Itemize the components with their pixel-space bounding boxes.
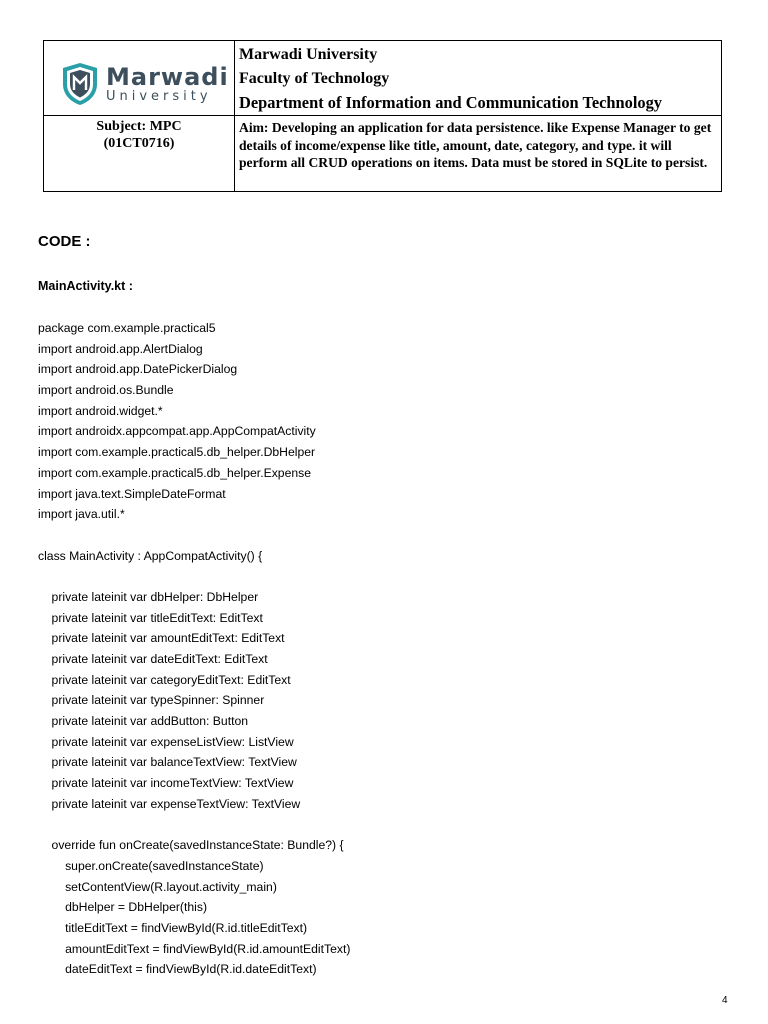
- code-line: [38, 566, 350, 587]
- code-line: amountEditText = findViewById(R.id.amountEditText): [38, 941, 351, 956]
- header-table: [43, 40, 722, 192]
- code-line: class MainActivity : AppCompatActivity() {: [38, 548, 263, 563]
- logo-subtitle: University: [106, 89, 212, 104]
- code-line: import android.os.Bundle: [38, 383, 174, 398]
- shield-icon: [61, 62, 99, 106]
- code-line: private lateinit var titleEditText: EditText: [38, 610, 263, 625]
- page-number: 4: [722, 995, 728, 1006]
- code-line: import com.example.practical5.db_helper.DbHelper: [38, 445, 316, 460]
- code-line: titleEditText = findViewById(R.id.titleEditText): [38, 920, 308, 935]
- code-line: private lateinit var incomeTextView: TextView: [38, 776, 294, 791]
- code-line: package com.example.practical5: [38, 321, 216, 335]
- code-line: dbHelper = DbHelper(this): [38, 900, 208, 915]
- code-line: super.onCreate(savedInstanceState): [38, 858, 264, 873]
- aim-text: Aim: Developing an application for data persistence. like Expense Manager to get details of income/expense like title, amount, date, category, and type. it will perform all CRUD operations on items. Data must be stored in SQLite to persist.: [235, 116, 722, 192]
- code-line: private lateinit var dateEditText: EditText: [38, 652, 268, 666]
- code-line: private lateinit var typeSpinner: Spinner: [38, 693, 265, 708]
- code-line: [38, 525, 350, 546]
- code-line: [38, 815, 350, 836]
- code-line: dateEditText = findViewById(R.id.dateEditText): [38, 962, 317, 977]
- code-line: override fun onCreate(savedInstanceState: Bundle?) {: [38, 838, 344, 853]
- code-line: import java.util.*: [38, 507, 125, 522]
- code-line: private lateinit var expenseTextView: TextView: [38, 796, 301, 811]
- university-name: Marwadi University: [239, 46, 378, 63]
- code-line: import android.app.DatePickerDialog: [38, 362, 238, 377]
- file-heading: MainActivity.kt :: [38, 279, 133, 293]
- subject-code: (01CT0716): [103, 136, 175, 151]
- code-line: private lateinit var expenseListView: ListView: [38, 734, 294, 749]
- code-heading: CODE :: [38, 233, 91, 250]
- code-line: private lateinit var amountEditText: EditText: [38, 631, 285, 646]
- code-line: import android.widget.*: [38, 403, 163, 418]
- faculty-name: Faculty of Technology: [239, 70, 390, 87]
- institution-cell: [235, 41, 722, 116]
- code-line: private lateinit var addButton: Button: [38, 714, 249, 729]
- code-line: import androidx.appcompat.app.AppCompatActivity: [38, 424, 316, 439]
- code-line: setContentView(R.layout.activity_main): [38, 879, 277, 894]
- code-line: private lateinit var categoryEditText: EditText: [38, 672, 291, 687]
- code-line: private lateinit var balanceTextView: TextView: [38, 755, 297, 770]
- code-line: import com.example.practical5.db_helper.Expense: [38, 465, 312, 480]
- subject-cell: [44, 116, 235, 192]
- logo-name: Marwadi: [106, 63, 229, 91]
- code-line: import android.app.AlertDialog: [38, 341, 203, 356]
- code-block: [38, 318, 350, 980]
- logo-cell: [44, 41, 235, 116]
- subject-name: Subject: MPC: [96, 119, 182, 134]
- code-line: private lateinit var dbHelper: DbHelper: [38, 589, 259, 604]
- code-line: import java.text.SimpleDateFormat: [38, 486, 226, 501]
- university-logo: [61, 62, 229, 106]
- department-name: Department of Information and Communication Technology: [239, 93, 662, 112]
